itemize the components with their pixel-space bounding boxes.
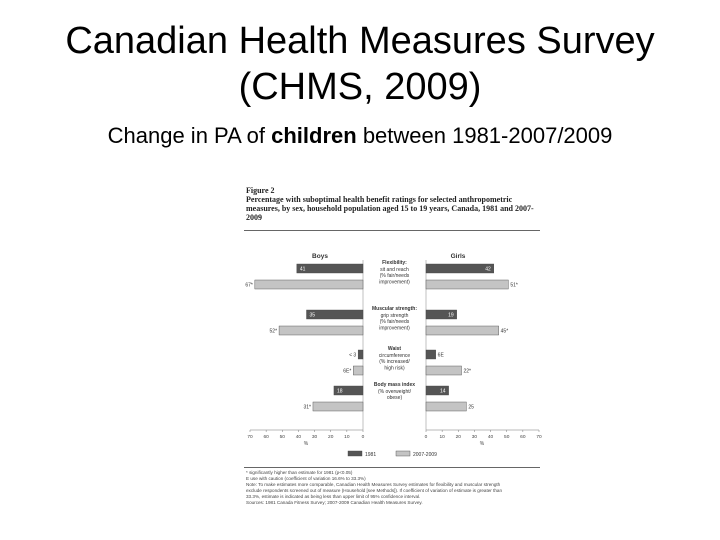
- figure-label: Figure 2: [246, 186, 275, 195]
- note-line: Note: To make estimates more comparable, Canadian Health Measures Survey estimates for flexibility and muscular strength: [246, 482, 501, 487]
- girls-axis-unit: %: [479, 441, 485, 447]
- boys-tick-label: 70: [247, 435, 253, 440]
- figure-top-rule: [244, 230, 540, 231]
- data-label-girls: 14: [440, 388, 446, 395]
- slide-title-line-2: (CHMS, 2009): [238, 66, 482, 108]
- slide-subtitle: [0, 122, 720, 150]
- data-label-boys: 35: [309, 312, 316, 319]
- boys-tick-label: 30: [311, 435, 318, 440]
- girls-tick-label: 0: [424, 435, 428, 440]
- bar-girls: [426, 366, 462, 375]
- legend-swatch-1981: [348, 451, 362, 456]
- boys-tick-label: 0: [361, 435, 365, 440]
- boys-tick-label: 10: [344, 435, 350, 440]
- data-label-boys: 41: [299, 266, 306, 273]
- category-label: high risk): [384, 365, 405, 372]
- girls-tick-label: 50: [504, 435, 510, 440]
- data-label-girls: 6E: [437, 352, 444, 359]
- category-label: Body mass index: [373, 382, 416, 388]
- chart-svg: [244, 232, 544, 468]
- note-line: E use with caution (coefficient of variation 16.6% to 33.3%): [246, 476, 366, 481]
- category-label: (% fair/needs: [379, 319, 410, 326]
- data-label-boys: < 3: [349, 352, 357, 359]
- bar-girls: [426, 280, 508, 289]
- category-label: (% overweight/: [377, 388, 412, 395]
- panel-header-girls: Girls: [450, 253, 466, 260]
- data-label-girls: 25: [468, 404, 474, 411]
- bar-girls: [426, 402, 466, 411]
- bar-boys: [279, 326, 363, 335]
- legend-label-2007-2009: 2007-2009: [413, 452, 437, 458]
- girls-tick-label: 40: [487, 435, 494, 440]
- note-line: 33.3%, estimate is indicated as being less than upper limit of 95% confidence interval.: [246, 494, 421, 499]
- note-line: Sources: 1981 Canada Fitness Survey; 2007-2009 Canadian Health Measures Survey.: [246, 500, 423, 505]
- boys-tick-label: 40: [295, 435, 302, 440]
- data-label-boys: 6E*: [343, 368, 352, 375]
- data-label-girls: 45*: [500, 328, 509, 335]
- data-label-girls: 51*: [510, 282, 518, 289]
- bar-boys: [358, 350, 363, 359]
- note-line: exclude respondents screened out of measure (Household [see Methods]). If coefficient of variation of estimate is greater than: [246, 488, 503, 493]
- slide-title-line-1: Canadian Health Measures Survey: [65, 20, 655, 62]
- girls-tick-label: 30: [471, 435, 478, 440]
- panel-header-boys: Boys: [312, 253, 328, 260]
- girls-tick-label: 60: [520, 435, 526, 440]
- data-label-boys: 67*: [245, 282, 253, 289]
- bar-boys: [353, 366, 363, 375]
- figure-notes: [246, 470, 542, 506]
- category-label: Flexibility:: [382, 260, 407, 266]
- data-label-boys: 18: [336, 388, 343, 395]
- girls-tick-label: 10: [439, 435, 445, 440]
- bar-boys: [297, 264, 363, 273]
- girls-tick-label: 70: [536, 435, 542, 440]
- boys-tick-label: 20: [328, 435, 334, 440]
- bar-girls: [426, 264, 494, 273]
- bar-girls: [426, 326, 499, 335]
- category-label: circumference: [378, 352, 411, 359]
- slide-title: [0, 18, 720, 110]
- chart-figure: [244, 186, 544, 516]
- category-label: (% increased/: [379, 359, 410, 366]
- data-label-girls: 19: [448, 312, 454, 319]
- boys-tick-label: 50: [279, 435, 285, 440]
- category-label: Waist: [387, 346, 402, 352]
- subtitle-post: between 1981-2007/2009: [356, 123, 613, 148]
- figure-notes-rule: [244, 467, 540, 468]
- category-label: Muscular strength:: [371, 306, 418, 312]
- category-label: (% fair/needs: [379, 273, 410, 280]
- category-label: obese): [386, 395, 403, 402]
- data-label-girls: 42: [485, 266, 491, 273]
- figure-caption: Percentage with suboptimal health benefit ratings for selected anthropometric measures, by sex, household population aged 15 to 19 years, Canada, 1981 and 2007-2009: [246, 195, 534, 222]
- bar-boys: [255, 280, 363, 289]
- category-label: improvement): [379, 325, 410, 332]
- subtitle-bold: children: [271, 123, 357, 148]
- note-line: * significantly higher than estimate for 1981 (p<0.05): [246, 470, 353, 475]
- bar-girls: [426, 350, 436, 359]
- legend-label-1981: 1981: [365, 452, 377, 458]
- data-label-boys: 52*: [269, 328, 278, 335]
- data-label-girls: 22*: [463, 368, 472, 375]
- data-label-boys: 31*: [303, 404, 311, 411]
- boys-tick-label: 60: [263, 435, 269, 440]
- bar-boys: [313, 402, 363, 411]
- boys-axis-unit: %: [303, 441, 309, 447]
- subtitle-pre: Change in PA of: [107, 123, 272, 148]
- category-label: grip strength: [380, 312, 409, 319]
- legend-swatch-2007-2009: [396, 451, 410, 456]
- category-label: sit and reach: [380, 266, 409, 273]
- category-label: improvement): [379, 279, 410, 286]
- girls-tick-label: 20: [455, 435, 461, 440]
